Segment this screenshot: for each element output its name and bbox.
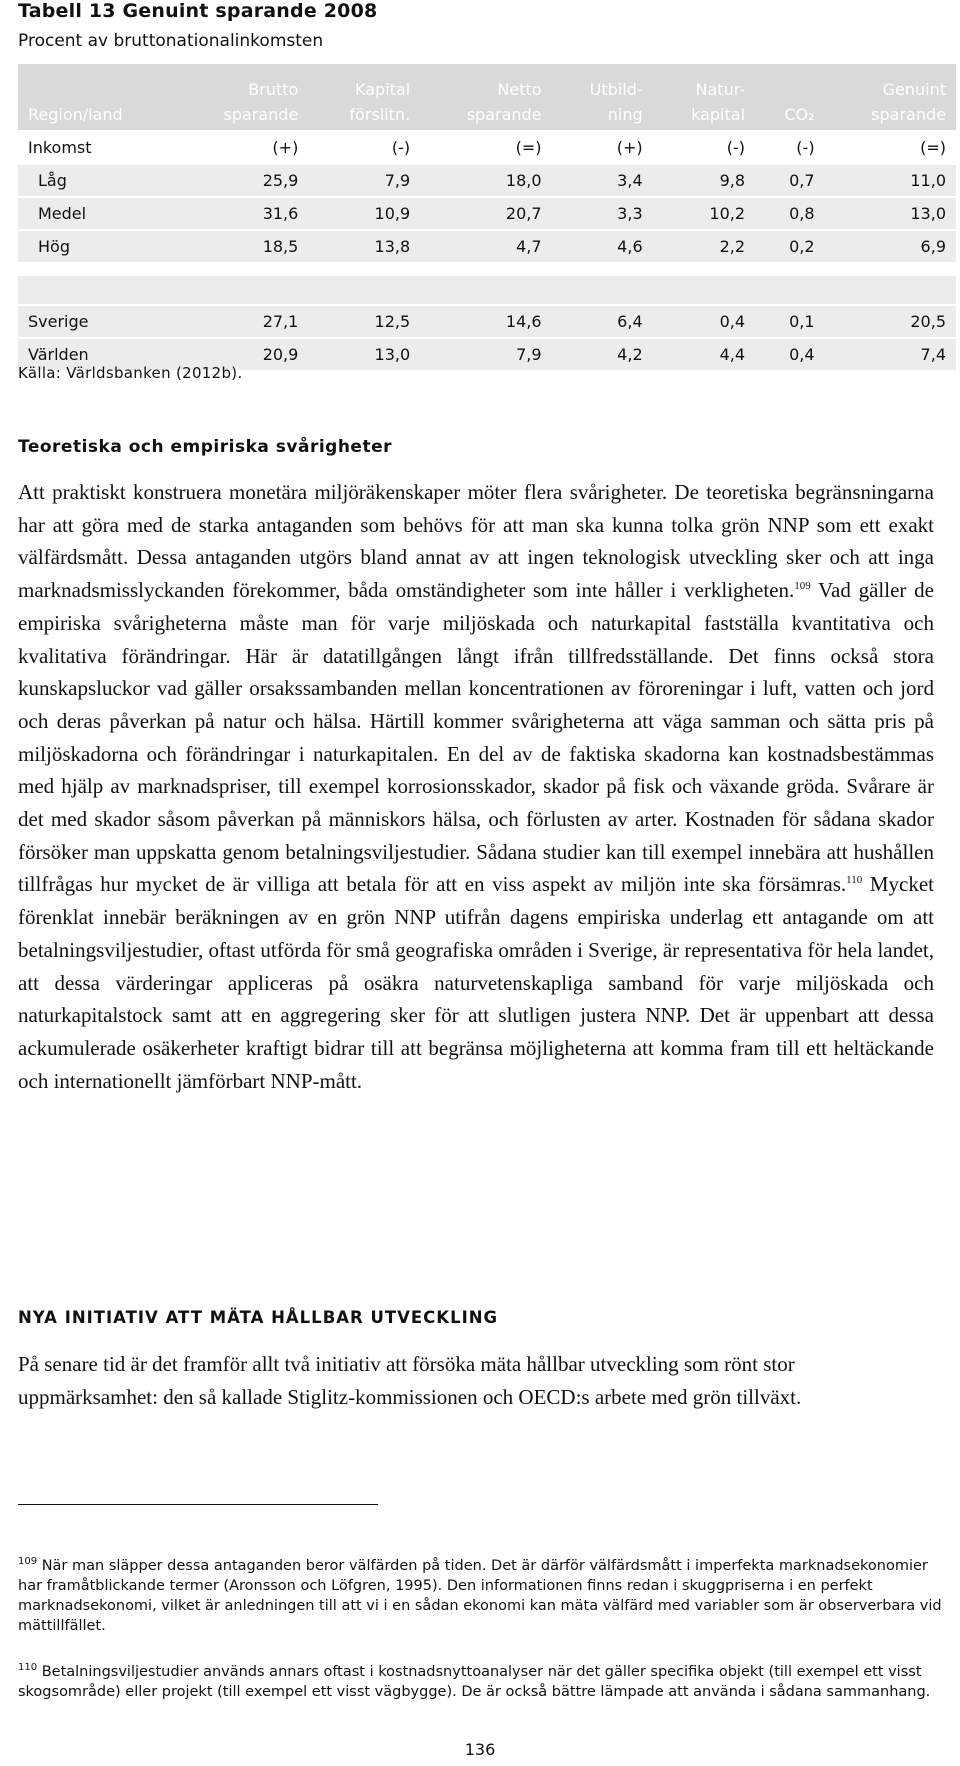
- table-cell: (=): [825, 130, 956, 163]
- table-cell: Sverige: [18, 304, 177, 337]
- table-cell: 4,7: [420, 229, 551, 262]
- table-cell: 31,6: [177, 196, 308, 229]
- table-cell: Inkomst: [18, 130, 177, 163]
- table-cell: 11,0: [825, 163, 956, 196]
- table-source: Källa: Världsbanken (2012b).: [18, 364, 243, 382]
- table-cell: 20,7: [420, 196, 551, 229]
- section-heading: Teoretiska och empiriska svårigheter: [18, 437, 392, 457]
- table-cell: 18,0: [420, 163, 551, 196]
- footnote-ref-110[interactable]: 110: [846, 874, 863, 887]
- table-cell: 0,4: [755, 337, 825, 370]
- subsection-heading: NYA INITIATIV ATT MÄTA HÅLLBAR UTVECKLING: [18, 1308, 499, 1327]
- table-cell: 7,4: [825, 337, 956, 370]
- table-cell: 3,4: [552, 163, 653, 196]
- table-cell: 4,2: [552, 337, 653, 370]
- header-brutto: Brutto sparande: [177, 64, 308, 130]
- footnote-text: Betalningsviljestudier används annars oftast i kostnadsnyttoanalyser när det gäller specifika objekt (till exempel ett visst skogsområde) eller projekt (till exempel ett visst vägbygge). De är också bättre lämpade att använda i sådana sammanhang.: [18, 1664, 931, 1700]
- table-cell: 4,6: [552, 229, 653, 262]
- footnote-109: [18, 1556, 948, 1636]
- page-number: 136: [464, 1740, 496, 1759]
- table-cell: 0,4: [653, 304, 755, 337]
- table-cell: 27,1: [177, 304, 308, 337]
- table-spacer-row: [18, 262, 956, 276]
- table-cell: 13,8: [308, 229, 420, 262]
- table-cell: 13,0: [308, 337, 420, 370]
- savings-table: [18, 64, 956, 370]
- table-cell: Låg: [18, 163, 177, 196]
- table-header-row: [18, 64, 956, 130]
- table-cell: (=): [420, 130, 551, 163]
- body-text-part-2: Vad gäller de empiriska svårigheterna måste man för varje miljöskada och naturkapital fastställa kvantitativa och kvalitativa förändringar. Här är datatillgången långt ifrån tillfredsställande. Det finns också stora kunskapsluckor vad gäller orsakssambanden mellan koncentrationen av föroreningar i luft, vatten och jord och deras påverkan på natur och hälsa. Härtill kommer svårigheterna att väga samman och sätta pris på miljöskadorna och förändringar i naturkapitalen. En del av de faktiska skadorna kan kostnadsbestämmas med hjälp av marknadspriser, till exempel korrosionsskador, skador på fisk och växande gröda. Svårare är det med skador såsom påverkan på människors hälsa, och förlusten av arter. Kostnaden för sådana skador försöker man uppskatta genom betalningsviljestudier. Sådana studier kan till exempel innebära att hushållen tillfrågas hur mycket de är villiga att betala för att en viss aspekt av miljön inte ska försämras.: [18, 578, 934, 897]
- footnote-ref-109[interactable]: 109: [794, 580, 811, 593]
- table-cell: 0,1: [755, 304, 825, 337]
- table-cell: 12,5: [308, 304, 420, 337]
- table-cell: 14,6: [420, 304, 551, 337]
- footnote-number: 110: [18, 1662, 38, 1674]
- header-co2: CO₂: [755, 64, 825, 130]
- table-cell: (-): [653, 130, 755, 163]
- table-cell: 10,2: [653, 196, 755, 229]
- table-subtitle: Procent av bruttonationalinkomsten: [18, 31, 324, 51]
- table-cell: (+): [552, 130, 653, 163]
- table-cell: 6,4: [552, 304, 653, 337]
- table-cell: 0,8: [755, 196, 825, 229]
- table-cell: (-): [308, 130, 420, 163]
- table-cell: 0,7: [755, 163, 825, 196]
- table-cell: 25,9: [177, 163, 308, 196]
- table-cell: 7,9: [420, 337, 551, 370]
- body-paragraph: [18, 476, 934, 1097]
- table-cell: (-): [755, 130, 825, 163]
- table-cell: (+): [177, 130, 308, 163]
- body-text-part-3: Mycket förenklat innebär beräkningen av en grön NNP utifrån dagens empiriska underlag ett antagande om att betalningsviljestudier, oftast utförda för små geografiska områden i Sverige, är representativa för hela landet, att dessa värderingar appliceras på osäkra naturvetenskapliga samband för varje miljöskada och naturkapitalstock samt att en aggregering sker för att slutligen justera NNP. Det är uppenbart att dessa ackumulerade osäkerheter kraftigt bidrar till att begränsa möjligheterna att komma fram till ett heltäckande och internationellt jämförbart NNP-mått.: [18, 872, 934, 1093]
- table-row: [18, 163, 956, 196]
- table-cell: 10,9: [308, 196, 420, 229]
- table-cell: 20,9: [177, 337, 308, 370]
- header-region: Region/land: [18, 64, 177, 130]
- header-naturkapital: Natur- kapital: [653, 64, 755, 130]
- footnote-110: [18, 1662, 948, 1702]
- table-cell: 13,0: [825, 196, 956, 229]
- header-utbildning: Utbild- ning: [552, 64, 653, 130]
- table-row: [18, 304, 956, 337]
- table-title: Tabell 13 Genuint sparande 2008: [18, 0, 378, 22]
- table-cell: 2,2: [653, 229, 755, 262]
- intro-paragraph: På senare tid är det framför allt två initiativ att försöka mäta hållbar utveckling som rönt stor uppmärksamhet: den så kallade Stiglitz-kommissionen och OECD:s arbete med grön tillväxt.: [18, 1352, 802, 1409]
- table-cell: Medel: [18, 196, 177, 229]
- table-cell: 6,9: [825, 229, 956, 262]
- table-cell: Världen: [18, 337, 177, 370]
- table-cell: 20,5: [825, 304, 956, 337]
- header-netto: Netto sparande: [420, 64, 551, 130]
- table-row: [18, 130, 956, 163]
- table-cell: 7,9: [308, 163, 420, 196]
- table-cell: 4,4: [653, 337, 755, 370]
- table-row: [18, 196, 956, 229]
- header-genuint: Genuint sparande: [825, 64, 956, 130]
- table-blank-row: [18, 276, 956, 304]
- footnote-number: 109: [18, 1556, 38, 1568]
- table-cell: 0,2: [755, 229, 825, 262]
- footnote-text: När man släpper dessa antaganden beror välfärden på tiden. Det är därför välfärdsmått i imperfekta marknadsekonomier har framåtblickande termer (Aronsson och Löfgren, 1995). Den informationen finns redan i skuggpriserna i en perfekt marknadsekonomi, vilket är anledningen till att vi i en sådan ekonomi kan mäta välfärd med variabler som är observerbara vid mättillfället.: [18, 1558, 942, 1634]
- table-cell: 3,3: [552, 196, 653, 229]
- header-kapital: Kapital förslitn.: [308, 64, 420, 130]
- table-row: [18, 229, 956, 262]
- table-cell: 18,5: [177, 229, 308, 262]
- footnote-divider: [18, 1504, 378, 1505]
- table-cell: Hög: [18, 229, 177, 262]
- table-cell: 9,8: [653, 163, 755, 196]
- body-text-part-1: Att praktiskt konstruera monetära miljöräkenskaper möter flera svårigheter. De teoretiska begränsningarna har att göra med de starka antaganden som behövs för att man ska kunna tolka grön NNP som ett exakt välfärdsmått. Dessa antaganden utgörs bland annat av att ingen teknologisk utveckling sker och att inga marknadsmisslyckanden förekommer, båda omständigheter som inte håller i verkligheten.: [18, 480, 934, 603]
